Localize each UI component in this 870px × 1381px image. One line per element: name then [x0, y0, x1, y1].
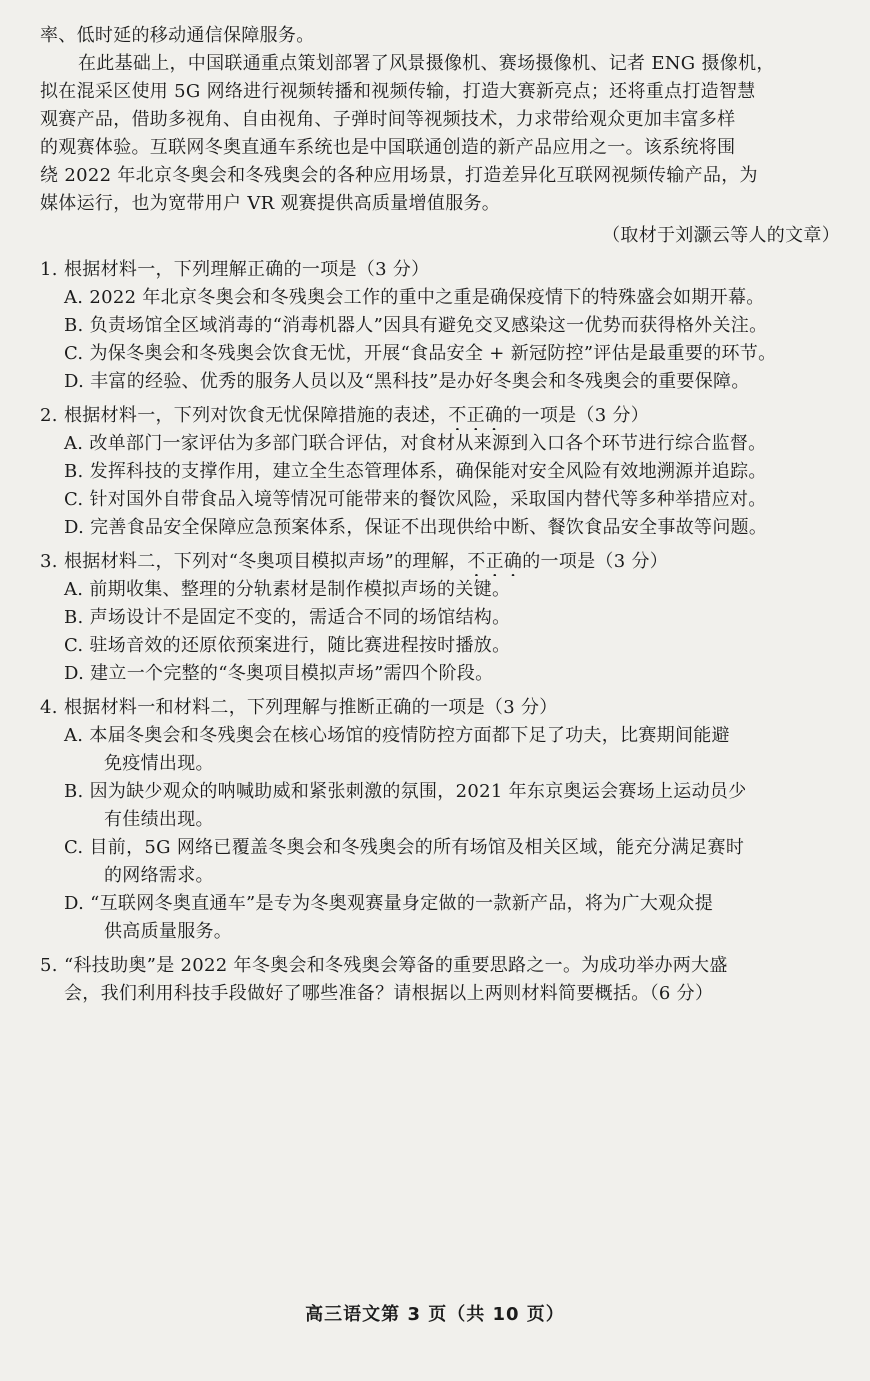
- option-a: A. 本届冬奥会和冬残奥会在核心场馆的疫情防控方面都下足了功夫，比赛期间能避: [64, 725, 730, 746]
- option-a: A. 改单部门一家评估为多部门联合评估，对食材从来源到入口各个环节进行综合监督。: [64, 433, 767, 454]
- question-stem-continued: 会，我们利用科技手段做好了哪些准备？请根据以上两则材料简要概括。（6 分）: [64, 983, 714, 1004]
- option-a: A. 2022 年北京冬奥会和冬残奥会工作的重中之重是确保疫情下的特殊盛会如期开幕。: [64, 287, 765, 308]
- option-b: B. 负责场馆全区域消毒的“消毒机器人”因具有避免交叉感染这一优势而获得格外关注。: [64, 315, 768, 336]
- option-a-continued: 免疫情出现。: [104, 753, 214, 774]
- question-4: [40, 694, 852, 946]
- option-c: C. 驻场音效的还原依预案进行，随比赛进程按时播放。: [64, 635, 511, 656]
- question-stem: 根据材料一和材料二，下列理解与推断正确的一项是（3 分）: [64, 697, 558, 718]
- option-a: A. 前期收集、整理的分轨素材是制作模拟声场的关键。: [64, 579, 511, 600]
- passage-line: 在此基础上，中国联通重点策划部署了风景摄像机、赛场摄像机、记者 ENG 摄像机，: [78, 53, 775, 74]
- option-b: B. 因为缺少观众的呐喊助威和紧张刺激的氛围，2021 年东京奥运会赛场上运动员少: [64, 781, 747, 802]
- question-number: 5.: [40, 955, 58, 976]
- option-b: B. 声场设计不是固定不变的，需适合不同的场馆结构。: [64, 607, 511, 628]
- question-stem-end: 的一项是（3 分）: [522, 551, 669, 572]
- question-stem: 根据材料一，下列理解正确的一项是（3 分）: [64, 259, 430, 280]
- question-stem: 根据材料二，下列对“冬奥项目模拟声场”的理解，: [64, 551, 468, 572]
- passage-line: 的观赛体验。互联网冬奥直通车系统也是中国联通创造的新产品应用之一。该系统将围: [40, 137, 736, 158]
- passage-source: （取材于刘灏云等人的文章）: [602, 225, 840, 246]
- question-2: [40, 402, 852, 542]
- passage-line: 拟在混采区使用 5G 网络进行视频转播和视频传输，打造大赛新亮点；还将重点打造智慧: [40, 81, 756, 102]
- passage-line: 观赛产品，借助多视角、自由视角、子弹时间等视频技术，力求带给观众更加丰富多样: [40, 109, 736, 130]
- passage-line: 媒体运行，也为宽带用户 VR 观赛提供高质量增值服务。: [40, 193, 501, 214]
- question-number: 1.: [40, 259, 58, 280]
- option-c: C. 为保冬奥会和冬残奥会饮食无忧，开展“食品安全 + 新冠防控”评估是最重要的环节。: [64, 343, 777, 364]
- question-number: 2.: [40, 405, 58, 426]
- option-c-continued: 的网络需求。: [104, 865, 214, 886]
- question-5: [40, 952, 852, 1008]
- emphasis-not-correct: 不正确: [448, 405, 504, 426]
- question-stem: “科技助奥”是 2022 年冬奥会和冬残奥会筹备的重要思路之一。为成功举办两大盛: [64, 955, 728, 976]
- question-number: 3.: [40, 551, 58, 572]
- passage-line: 绕 2022 年北京冬奥会和冬残奥会的各种应用场景，打造差异化互联网视频传输产品，为: [40, 165, 758, 186]
- passage-line: 率、低时延的移动通信保障服务。: [40, 25, 315, 46]
- question-stem: 根据材料一，下列对饮食无忧保障措施的表述，: [64, 405, 449, 426]
- page-footer: 高三语文第 3 页（共 10 页）: [305, 1304, 565, 1325]
- option-b-continued: 有佳绩出现。: [104, 809, 214, 830]
- option-b: B. 发挥科技的支撑作用，建立全生态管理体系，确保能对安全风险有效地溯源并追踪。: [64, 461, 767, 482]
- option-c: C. 针对国外自带食品入境等情况可能带来的餐饮风险，采取国内替代等多种举措应对。: [64, 489, 767, 510]
- option-d: D. 完善食品安全保障应急预案体系，保证不出现供给中断、餐饮食品安全事故等问题。: [64, 517, 768, 538]
- question-3: [40, 548, 852, 688]
- passage: [40, 22, 852, 250]
- question-stem-end: 的一项是（3 分）: [503, 405, 650, 426]
- option-d-continued: 供高质量服务。: [104, 921, 233, 942]
- question-number: 4.: [40, 697, 58, 718]
- option-d: D. “互联网冬奥直通车”是专为冬奥观赛量身定做的一款新产品，将为广大观众提: [64, 893, 714, 914]
- question-1: [40, 256, 852, 396]
- option-d: D. 丰富的经验、优秀的服务人员以及“黑科技”是办好冬奥会和冬残奥会的重要保障。: [64, 371, 750, 392]
- option-c: C. 目前，5G 网络已覆盖冬奥会和冬残奥会的所有场馆及相关区域，能充分满足赛时: [64, 837, 745, 858]
- option-d: D. 建立一个完整的“冬奥项目模拟声场”需四个阶段。: [64, 663, 494, 684]
- emphasis-not-correct: 不正确: [467, 551, 523, 572]
